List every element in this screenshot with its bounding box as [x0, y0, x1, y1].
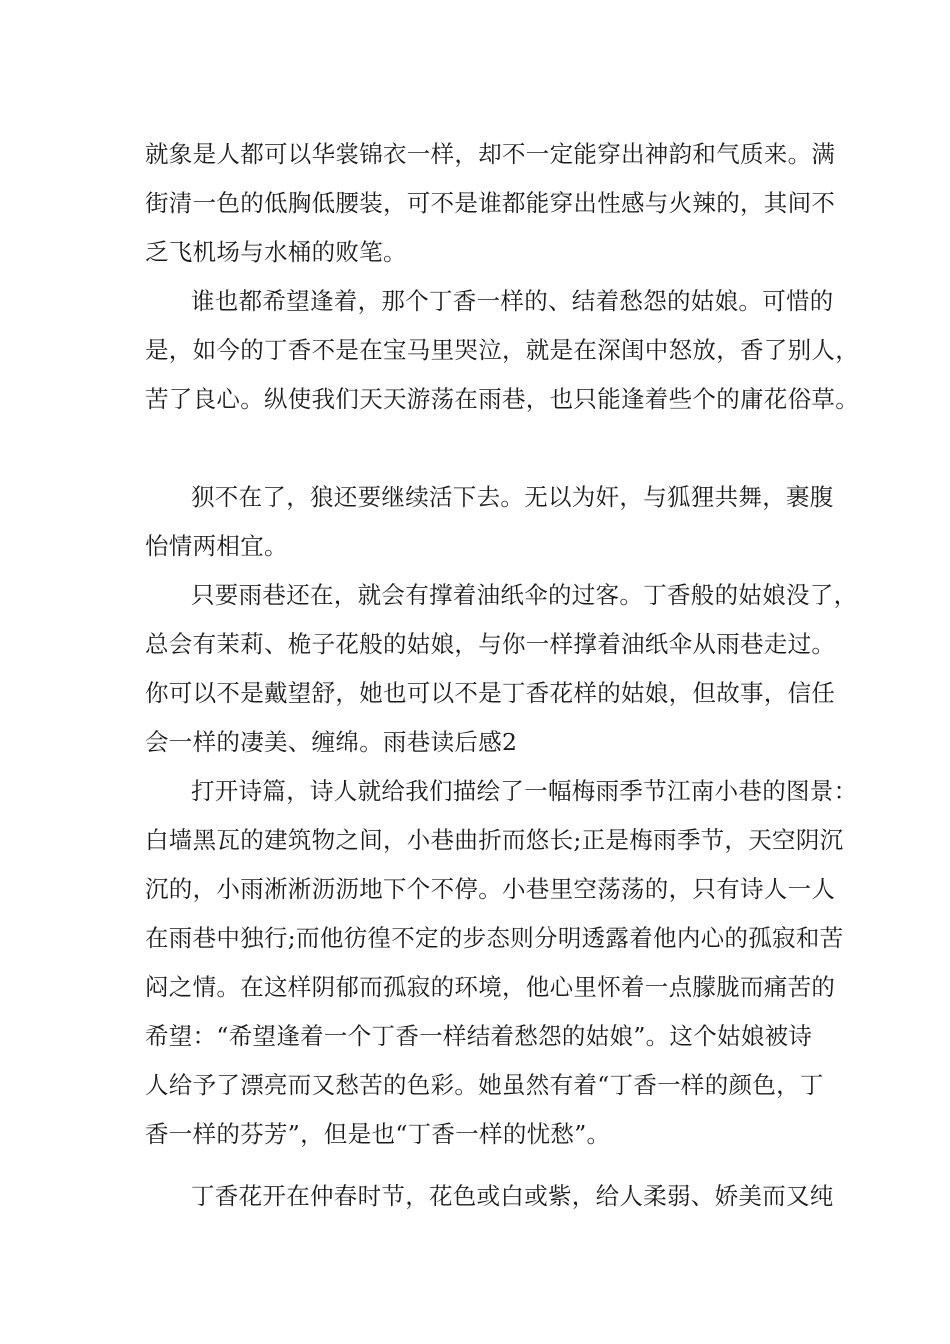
paragraph-4-line-4: 会一样的凄美、缠绵。雨巷读后感2 [145, 728, 518, 756]
paragraph-5-line-2: 白墙黑瓦的建筑物之间，小巷曲折而悠长;正是梅雨季节，天空阴沉 [145, 826, 844, 854]
paragraph-1-line-1: 就象是人都可以华裳锦衣一样，却不一定能穿出神韵和气质来。满 [145, 140, 836, 168]
paragraph-2-line-1: 谁也都希望逢着，那个丁香一样的、结着愁怨的姑娘。可惜的 [191, 287, 834, 315]
paragraph-5-line-4: 在雨巷中独行;而他彷徨不定的步态则分明透露着他内心的孤寂和苦 [145, 924, 844, 952]
paragraph-5-line-3: 沉的，小雨淅淅沥沥地下个不停。小巷里空荡荡的，只有诗人一人 [145, 875, 836, 903]
paragraph-4-line-1: 只要雨巷还在，就会有撑着油纸伞的过客。丁香般的姑娘没了， [191, 581, 858, 609]
paragraph-6-line-1: 丁香花开在仲春时节，花色或白或紫，给人柔弱、娇美而又纯 [191, 1182, 834, 1210]
paragraph-5-line-7: 人给予了漂亮而又愁苦的色彩。她虽然有着“丁香一样的颜色，丁 [145, 1071, 824, 1099]
paragraph-3-line-2: 怡情两相宜。 [145, 532, 288, 560]
paragraph-5-line-6: 希望：“希望逢着一个丁香一样结着愁怨的姑娘”。这个姑娘被诗 [145, 1022, 813, 1050]
paragraph-2-line-3: 苦了良心。纵使我们天天游荡在雨巷，也只能逢着些个的庸花俗草。 [145, 385, 859, 413]
paragraph-1-line-2: 街清一色的低胸低腰装，可不是谁都能穿出性感与火辣的，其间不 [145, 189, 836, 217]
paragraph-4-line-3: 你可以不是戴望舒，她也可以不是丁香花样的姑娘，但故事，信任 [145, 679, 836, 707]
paragraph-1-line-3: 乏飞机场与水桶的败笔。 [145, 238, 407, 266]
paragraph-5-line-5: 闷之情。在这样阴郁而孤寂的环境，他心里怀着一点朦胧而痛苦的 [145, 973, 836, 1001]
paragraph-2-line-2: 是，如今的丁香不是在宝马里哭泣，就是在深闺中怒放，香了别人， [145, 336, 859, 364]
paragraph-5-line-8: 香一样的芬芳”，但是也“丁香一样的忧愁”。 [145, 1120, 611, 1148]
paragraph-5-line-1: 打开诗篇，诗人就给我们描绘了一幅梅雨季节江南小巷的图景： [191, 777, 858, 805]
paragraph-4-line-2: 总会有茉莉、桅子花般的姑娘，与你一样撑着油纸伞从雨巷走过。 [145, 630, 836, 658]
paragraph-3-line-1: 狈不在了，狼还要继续活下去。无以为奸，与狐狸共舞，裹腹 [191, 483, 834, 511]
